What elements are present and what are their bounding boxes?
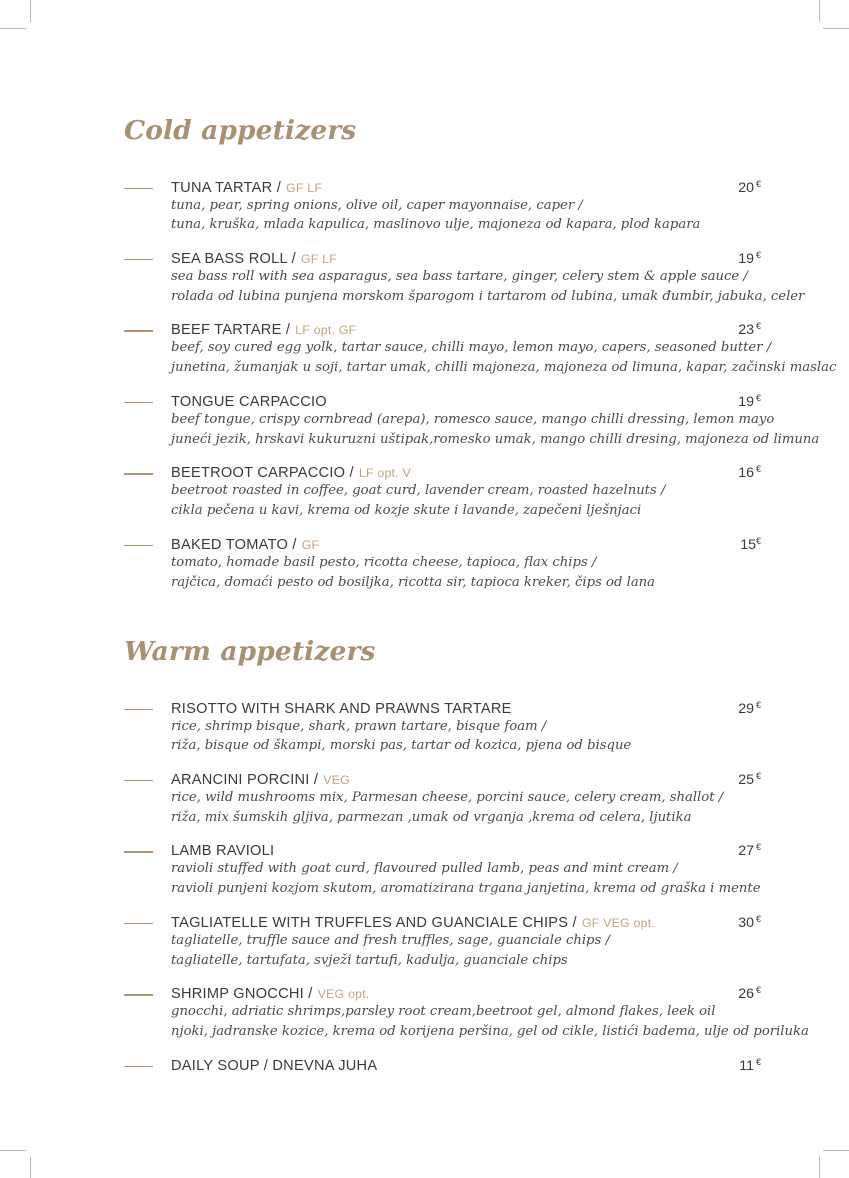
currency-symbol: €	[755, 178, 761, 189]
menu-item-description-en: beetroot roasted in coffee, goat curd, lavender cream, roasted hazelnuts /	[171, 483, 666, 499]
menu-item-header	[171, 914, 761, 931]
menu-item-description-hr: tuna, kruška, mlada kapulica, maslinovo ulje, majoneza od kapara, plod kapara	[171, 217, 701, 233]
menu-item	[124, 913, 761, 970]
menu-item-name: TONGUE CARPACCIO	[171, 393, 327, 410]
menu-item-description-hr: riža, bisque od škampi, morski pas, tartar od kozica, pjena od bisque	[171, 738, 632, 754]
menu-item-title-group	[171, 394, 327, 410]
menu-item-description-hr: cikla pečena u kavi, krema od kozje skute i lavande, zapečeni lješnjaci	[171, 503, 642, 519]
menu-item-dietary-tags: GF LF	[300, 251, 337, 266]
crop-mark-bottom-right-horizontal	[823, 1150, 849, 1151]
crop-mark-top-left-vertical	[30, 0, 31, 22]
menu-item-header	[171, 771, 761, 788]
currency-symbol: €	[755, 464, 761, 475]
menu-item-price	[726, 536, 761, 553]
item-dash-icon	[124, 709, 153, 710]
menu-item-header	[171, 1057, 761, 1074]
menu-item-title-group	[171, 537, 319, 553]
menu-item-description-en: beef tongue, crispy cornbread (arepa), romesco sauce, mango chilli dressing, lemon mayo	[171, 411, 775, 427]
menu-item-price	[724, 179, 761, 196]
menu-item-list-cold	[124, 178, 837, 593]
currency-symbol: €	[755, 985, 761, 996]
menu-item-description-en: tomato, homade basil pesto, ricotta cheese, tapioca, flax chips /	[171, 554, 597, 570]
menu-item-name: LAMB RAVIOLI	[171, 843, 275, 860]
price-value: 23	[738, 322, 754, 339]
menu-item-title-group	[171, 701, 512, 717]
price-value: 25	[738, 771, 754, 788]
menu-item-description-hr: riža, mix šumskih gljiva, parmezan ,umak od vrganja ,krema od celera, ljutika	[171, 809, 692, 825]
menu-item-price	[724, 393, 761, 410]
menu-item-dietary-tags: LF opt. GF	[295, 323, 357, 338]
menu-item	[124, 842, 761, 898]
menu-item-title-group	[171, 1058, 377, 1074]
menu-item	[124, 392, 820, 449]
menu-item-dietary-tags: GF LF	[286, 180, 323, 195]
menu-item-description-en: tagliatelle, truffle sauce and fresh truffles, sage, guanciale chips /	[171, 932, 610, 948]
section-warm-appetizers	[124, 636, 809, 1074]
crop-mark-bottom-left-horizontal	[0, 1150, 26, 1151]
menu-item	[124, 178, 761, 235]
menu-item	[124, 464, 761, 520]
currency-symbol: €	[755, 535, 761, 546]
menu-item-description-en: rice, shrimp bisque, shark, prawn tartare, bisque foam /	[171, 718, 547, 734]
menu-item-price	[724, 321, 761, 338]
menu-item-name: BAKED TOMATO /	[171, 536, 297, 553]
menu-item-title-group	[171, 180, 322, 196]
menu-item	[124, 770, 761, 827]
menu-item	[124, 321, 837, 377]
price-value: 11	[739, 1057, 754, 1074]
price-value: 15	[740, 536, 756, 553]
menu-item-header	[171, 321, 761, 338]
item-dash-icon	[124, 473, 153, 474]
menu-item-dietary-tags: GF	[301, 537, 320, 552]
menu-item	[124, 699, 761, 756]
item-dash-icon	[124, 330, 153, 331]
item-dash-icon	[124, 545, 153, 546]
menu-item-header	[171, 250, 761, 267]
menu-item-header	[171, 536, 761, 553]
price-value: 30	[738, 914, 754, 931]
menu-item	[124, 985, 809, 1041]
menu-item-title-group	[171, 986, 369, 1002]
menu-item-price	[724, 700, 761, 717]
currency-symbol: €	[755, 321, 761, 332]
price-value: 26	[738, 986, 754, 1003]
crop-mark-top-right-vertical	[819, 0, 820, 22]
crop-mark-top-right-horizontal	[823, 28, 849, 29]
menu-item-description-hr: juneći jezik, hrskavi kukuruzni uštipak,romesko umak, mango chilli dresing, majoneza od limuna	[171, 431, 820, 447]
crop-mark-bottom-left-vertical	[30, 1156, 31, 1178]
menu-item-description-en: tuna, pear, spring onions, olive oil, caper mayonnaise, caper /	[171, 197, 583, 213]
menu-item-title-group	[171, 915, 655, 931]
menu-item-description-en: gnocchi, adriatic shrimps,parsley root cream,beetroot gel, almond flakes, leek oil	[171, 1004, 716, 1020]
item-dash-icon	[124, 402, 153, 403]
item-dash-icon	[124, 923, 153, 924]
menu-item-name: BEEF TARTARE /	[171, 322, 291, 339]
menu-item-price	[725, 1057, 761, 1074]
currency-symbol: €	[755, 913, 761, 924]
menu-item-description-hr: njoki, jadranske kozice, krema od korijena peršina, gel od cikle, listići badema, ulje od poriluka	[171, 1024, 809, 1040]
price-value: 19	[738, 393, 754, 410]
menu-item	[124, 1056, 761, 1074]
menu-item-description-hr: rolada od lubina punjena morskom šparogom i tartarom od lubina, umak đumbir, jabuka, celer	[171, 288, 805, 304]
menu-item	[124, 249, 805, 306]
menu-item-price	[724, 771, 761, 788]
menu-item-price	[724, 250, 761, 267]
currency-symbol: €	[755, 249, 761, 260]
menu-item-description-en: rice, wild mushrooms mix, Parmesan cheese, porcini sauce, celery cream, shallot /	[171, 789, 724, 805]
menu-item-title-group	[171, 251, 337, 267]
crop-mark-bottom-right-vertical	[819, 1156, 820, 1178]
price-value: 29	[738, 700, 754, 717]
menu-item-name: BEETROOT CARPACCIO /	[171, 465, 354, 482]
currency-symbol: €	[755, 842, 761, 853]
currency-symbol: €	[755, 699, 761, 710]
menu-item-description-hr: ravioli punjeni kozjom skutom, aromatizirana trgana janjetina, krema od graška i mente	[171, 881, 761, 897]
item-dash-icon	[124, 188, 153, 189]
menu-item-dietary-tags: GF VEG opt.	[581, 915, 655, 930]
menu-item-header	[171, 393, 761, 410]
menu-item-name: SHRIMP GNOCCHI /	[171, 986, 313, 1003]
menu-item-description-hr: rajčica, domaći pesto od bosiljka, ricotta sir, tapioca kreker, čips od lana	[171, 574, 656, 590]
currency-symbol: €	[755, 392, 761, 403]
menu-item-name: DAILY SOUP / DNEVNA JUHA	[171, 1057, 378, 1074]
menu-item-description-hr: tagliatelle, tartufata, svježi tartufi, kadulja, guanciale chips	[171, 952, 568, 968]
currency-symbol: €	[755, 1056, 761, 1067]
item-dash-icon	[124, 994, 153, 995]
menu-item-name: TUNA TARTAR /	[171, 179, 282, 196]
menu-item-price	[724, 985, 761, 1002]
menu-item-price	[724, 464, 761, 481]
item-dash-icon	[124, 780, 153, 781]
menu-item-title-group	[171, 843, 274, 859]
crop-mark-top-left-horizontal	[0, 28, 26, 29]
section-heading-cold-appetizers: Cold appetizers	[124, 115, 357, 146]
price-value: 16	[738, 465, 754, 482]
menu-item-header	[171, 842, 761, 859]
menu-item-name: TAGLIATELLE WITH TRUFFLES AND GUANCIALE CHIPS /	[171, 914, 577, 931]
menu-item-name: RISOTTO WITH SHARK AND PRAWNS TARTARE	[171, 700, 512, 717]
menu-item-dietary-tags: VEG opt.	[317, 987, 370, 1002]
menu-item-description-en: ravioli stuffed with goat curd, flavoured pulled lamb, peas and mint cream /	[171, 861, 678, 877]
item-dash-icon	[124, 851, 153, 852]
menu-item-title-group	[171, 465, 411, 481]
menu-item-title-group	[171, 322, 356, 338]
item-dash-icon	[124, 259, 153, 260]
price-value: 27	[738, 843, 754, 860]
menu-item-dietary-tags: LF opt. V	[358, 466, 411, 481]
menu-item-header	[171, 985, 761, 1002]
section-cold-appetizers	[124, 115, 837, 592]
section-heading-warm-appetizers: Warm appetizers	[124, 636, 376, 667]
menu-item-name: SEA BASS ROLL /	[171, 250, 296, 267]
menu-item	[124, 535, 761, 592]
menu-item-price	[724, 842, 761, 859]
price-value: 20	[738, 179, 754, 196]
item-dash-icon	[124, 1066, 153, 1067]
menu-item-title-group	[171, 772, 350, 788]
menu-item-header	[171, 464, 761, 481]
menu-item-price	[724, 914, 761, 931]
menu-item-description-hr: junetina, žumanjak u soji, tartar umak, chilli majoneza, majoneza od limuna, kapar, začinski maslac	[171, 360, 837, 376]
menu-item-name: ARANCINI PORCINI /	[171, 771, 319, 788]
menu-item-description-en: beef, soy cured egg yolk, tartar sauce, chilli mayo, lemon mayo, capers, seasoned butter /	[171, 340, 772, 356]
price-value: 19	[738, 250, 754, 267]
menu-item-dietary-tags: VEG	[323, 772, 350, 787]
menu-item-description-en: sea bass roll with sea asparagus, sea bass tartare, ginger, celery stem & apple sauce /	[171, 268, 748, 284]
menu-item-list-warm	[124, 699, 809, 1074]
menu-item-header	[171, 179, 761, 196]
menu-item-header	[171, 700, 761, 717]
currency-symbol: €	[755, 770, 761, 781]
